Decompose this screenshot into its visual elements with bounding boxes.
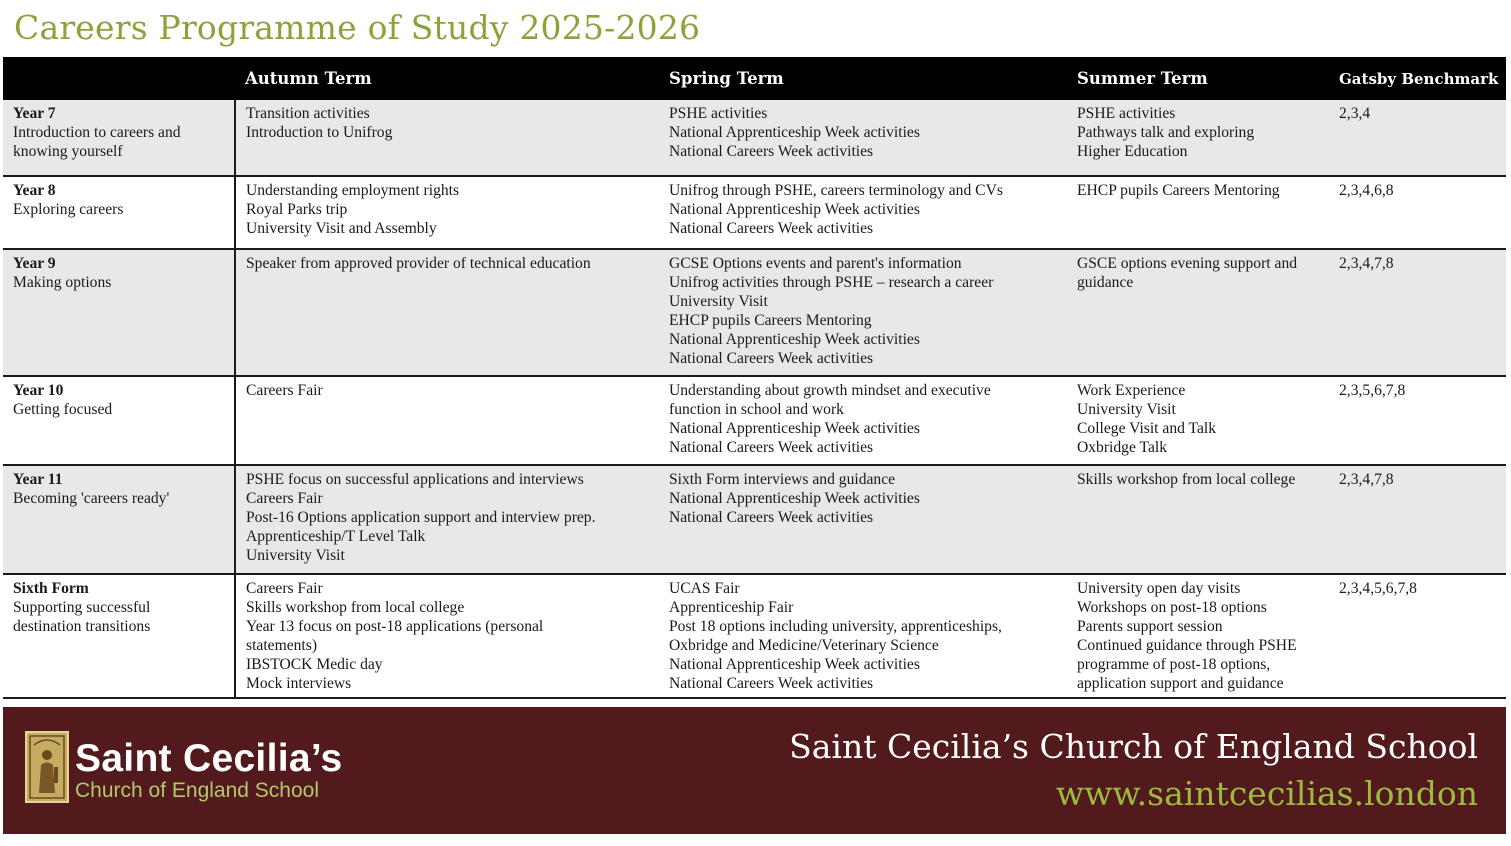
spring-activity: UCAS Fair bbox=[669, 580, 740, 597]
autumn-activity: Skills workshop from local college bbox=[246, 598, 465, 616]
summer-activity: Work Experience bbox=[1077, 382, 1186, 399]
spring-activity: PSHE activities bbox=[669, 105, 768, 122]
spring-term-cell bbox=[659, 574, 1067, 698]
summer-activity: College Visit and Talk bbox=[1077, 419, 1217, 437]
spring-activity: National Apprenticeship Week activities bbox=[669, 123, 920, 141]
year-cell bbox=[3, 376, 235, 465]
year-focus-text: destination transitions bbox=[13, 617, 151, 635]
year-focus-text: Becoming 'careers ready' bbox=[13, 489, 170, 507]
footer-website-link[interactable]: www.saintcecilias.london bbox=[1055, 774, 1478, 813]
summer-activity: University Visit bbox=[1077, 400, 1176, 418]
header-autumn-term: Autumn Term bbox=[235, 57, 659, 100]
summer-activity: PSHE activities bbox=[1077, 105, 1176, 122]
spring-activity: EHCP pupils Careers Mentoring bbox=[669, 311, 872, 329]
header-gatsby-benchmark: Gatsby Benchmark bbox=[1331, 57, 1506, 100]
footer-banner bbox=[3, 707, 1506, 834]
autumn-activity: Careers Fair bbox=[246, 489, 323, 507]
year-focus-text: knowing yourself bbox=[13, 142, 123, 160]
spring-activity: National Careers Week activities bbox=[669, 219, 874, 237]
autumn-activity: PSHE focus on successful applications and interviews bbox=[246, 471, 584, 488]
spring-activity: National Careers Week activities bbox=[669, 438, 874, 456]
summer-term-cell bbox=[1067, 574, 1331, 698]
table-row bbox=[3, 465, 1506, 574]
summer-activity: Continued guidance through PSHE bbox=[1077, 636, 1297, 654]
year-cell bbox=[3, 100, 235, 176]
spring-activity: National Apprenticeship Week activities bbox=[669, 200, 920, 218]
table-body bbox=[3, 100, 1506, 698]
gatsby-benchmark-cell: 2,3,4,7,8 bbox=[1331, 249, 1506, 376]
summer-activity: Higher Education bbox=[1077, 142, 1188, 160]
summer-term-cell bbox=[1067, 376, 1331, 465]
summer-activity: application support and guidance bbox=[1077, 674, 1284, 692]
autumn-term-cell bbox=[235, 574, 659, 698]
table-row bbox=[3, 376, 1506, 465]
autumn-activity: Careers Fair bbox=[246, 580, 323, 597]
year-label: Sixth Form bbox=[13, 580, 89, 597]
year-focus-text: Exploring careers bbox=[13, 200, 124, 218]
summer-term-cell bbox=[1067, 176, 1331, 249]
careers-programme-table bbox=[3, 57, 1506, 699]
autumn-term-cell bbox=[235, 249, 659, 376]
table-header-row bbox=[3, 57, 1506, 100]
spring-activity: National Apprenticeship Week activities bbox=[669, 419, 920, 437]
autumn-activity: Year 13 focus on post-18 applications (personal bbox=[246, 617, 544, 635]
autumn-term-cell bbox=[235, 465, 659, 574]
summer-activity: guidance bbox=[1077, 273, 1134, 291]
table-row bbox=[3, 574, 1506, 698]
spring-activity: National Apprenticeship Week activities bbox=[669, 330, 920, 348]
summer-activity: Skills workshop from local college bbox=[1077, 471, 1296, 488]
autumn-activity: Speaker from approved provider of technical education bbox=[246, 255, 591, 272]
autumn-activity: statements) bbox=[246, 636, 318, 654]
gatsby-benchmark-cell: 2,3,4,5,6,7,8 bbox=[1331, 574, 1506, 698]
spring-activity: GCSE Options events and parent's information bbox=[669, 255, 962, 272]
gatsby-benchmark-cell: 2,3,4,7,8 bbox=[1331, 465, 1506, 574]
school-crest-icon bbox=[25, 731, 69, 803]
autumn-term-cell bbox=[235, 376, 659, 465]
autumn-activity: Transition activities bbox=[246, 105, 370, 122]
year-focus-text: Supporting successful bbox=[13, 598, 151, 616]
spring-activity: National Apprenticeship Week activities bbox=[669, 489, 920, 507]
autumn-term-cell bbox=[235, 176, 659, 249]
spring-term-cell bbox=[659, 176, 1067, 249]
table-row bbox=[3, 176, 1506, 249]
spring-activity: National Careers Week activities bbox=[669, 508, 874, 526]
summer-term-cell bbox=[1067, 100, 1331, 176]
spring-term-cell bbox=[659, 465, 1067, 574]
year-cell bbox=[3, 176, 235, 249]
spring-activity: Sixth Form interviews and guidance bbox=[669, 471, 896, 488]
year-label: Year 7 bbox=[13, 105, 56, 122]
year-focus-text: Making options bbox=[13, 273, 112, 291]
gatsby-benchmark-cell: 2,3,4,6,8 bbox=[1331, 176, 1506, 249]
table-row bbox=[3, 100, 1506, 176]
spring-activity: Unifrog through PSHE, careers terminology and CVs bbox=[669, 182, 1003, 199]
header-summer-term: Summer Term bbox=[1067, 57, 1331, 100]
spring-activity: University Visit bbox=[669, 292, 768, 310]
autumn-activity: IBSTOCK Medic day bbox=[246, 655, 383, 673]
year-label: Year 8 bbox=[13, 182, 56, 199]
autumn-activity: Royal Parks trip bbox=[246, 200, 348, 218]
autumn-term-cell bbox=[235, 100, 659, 176]
gatsby-benchmark-cell: 2,3,5,6,7,8 bbox=[1331, 376, 1506, 465]
spring-activity: Unifrog activities through PSHE – research a career bbox=[669, 273, 994, 291]
table-row bbox=[3, 249, 1506, 376]
spring-activity: National Apprenticeship Week activities bbox=[669, 655, 920, 673]
autumn-activity: Careers Fair bbox=[246, 382, 323, 399]
logo-school-name: Saint Cecilia’s bbox=[75, 737, 343, 780]
summer-activity: Pathways talk and exploring bbox=[1077, 123, 1255, 141]
spring-activity: Post 18 options including university, apprenticeships, bbox=[669, 617, 1002, 635]
footer-school-name: Saint Cecilia’s Church of England School bbox=[789, 727, 1478, 766]
spring-activity: function in school and work bbox=[669, 400, 844, 418]
summer-activity: Workshops on post-18 options bbox=[1077, 598, 1267, 616]
year-focus-text: Introduction to careers and bbox=[13, 123, 181, 141]
autumn-activity: Apprenticeship/T Level Talk bbox=[246, 527, 426, 545]
year-focus-text: Getting focused bbox=[13, 400, 113, 418]
year-label: Year 9 bbox=[13, 255, 56, 272]
spring-activity: National Careers Week activities bbox=[669, 142, 874, 160]
autumn-activity: Introduction to Unifrog bbox=[246, 123, 393, 141]
gatsby-benchmark-cell: 2,3,4 bbox=[1331, 100, 1506, 176]
autumn-activity: Understanding employment rights bbox=[246, 182, 460, 199]
summer-term-cell bbox=[1067, 249, 1331, 376]
autumn-activity: Post-16 Options application support and interview prep. bbox=[246, 508, 596, 526]
spring-activity: Apprenticeship Fair bbox=[669, 598, 794, 616]
spring-term-cell bbox=[659, 376, 1067, 465]
spring-activity: Understanding about growth mindset and executive bbox=[669, 382, 991, 399]
year-label: Year 10 bbox=[13, 382, 64, 399]
autumn-activity: Mock interviews bbox=[246, 674, 352, 692]
autumn-activity: University Visit bbox=[246, 546, 345, 564]
summer-activity: Parents support session bbox=[1077, 617, 1223, 635]
page-title: Careers Programme of Study 2025-2026 bbox=[14, 8, 701, 47]
spring-activity: National Careers Week activities bbox=[669, 674, 874, 692]
summer-activity: programme of post-18 options, bbox=[1077, 655, 1271, 673]
spring-activity: National Careers Week activities bbox=[669, 349, 874, 367]
summer-activity: GSCE options evening support and bbox=[1077, 255, 1298, 272]
year-label: Year 11 bbox=[13, 471, 63, 488]
summer-activity: EHCP pupils Careers Mentoring bbox=[1077, 182, 1280, 199]
logo-school-subtitle: Church of England School bbox=[75, 779, 319, 802]
spring-term-cell bbox=[659, 100, 1067, 176]
spring-term-cell bbox=[659, 249, 1067, 376]
year-cell bbox=[3, 574, 235, 698]
autumn-activity: University Visit and Assembly bbox=[246, 219, 437, 237]
header-year bbox=[3, 57, 235, 100]
summer-activity: University open day visits bbox=[1077, 580, 1241, 597]
header-spring-term: Spring Term bbox=[659, 57, 1067, 100]
year-cell bbox=[3, 249, 235, 376]
summer-term-cell bbox=[1067, 465, 1331, 574]
year-cell bbox=[3, 465, 235, 574]
spring-activity: Oxbridge and Medicine/Veterinary Science bbox=[669, 636, 939, 654]
summer-activity: Oxbridge Talk bbox=[1077, 438, 1167, 456]
